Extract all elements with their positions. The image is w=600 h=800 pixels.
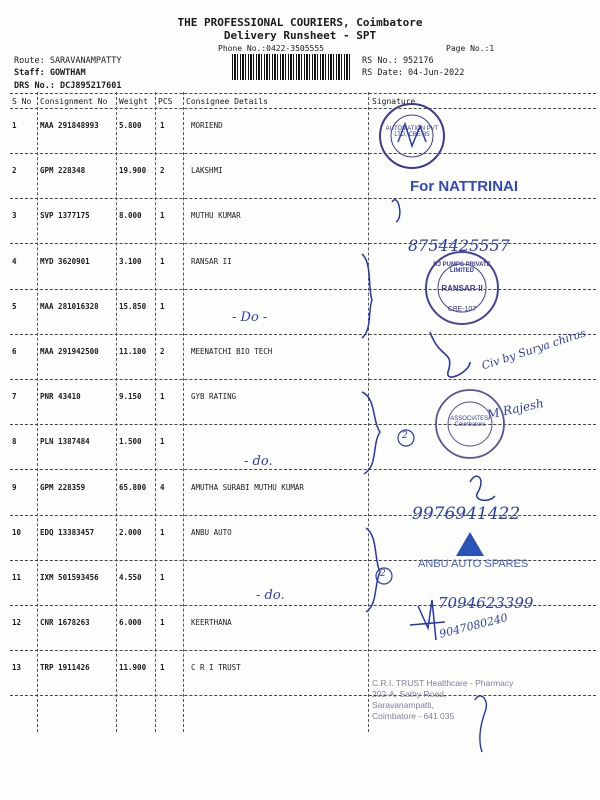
row-consignment: MAA 281016328 — [40, 301, 99, 311]
phone-handwritten: 7094623399 — [438, 594, 534, 612]
rs-date: RS Date: 04-Jun-2022 — [362, 68, 465, 78]
stamp-text: AUTOMATION PVT LTD, CBE-35 — [385, 126, 439, 138]
row-pcs: 1 — [160, 527, 165, 537]
row-consignee: LAKSHMI — [191, 166, 223, 176]
cri-line: Coimbatore - 641 035 — [372, 711, 455, 721]
row-sno: 11 — [12, 573, 22, 582]
row-weight: 19.900 — [119, 166, 147, 176]
row-consignee: C R I TRUST — [191, 663, 241, 673]
row-consignment: PNR 43410 — [40, 392, 81, 402]
anbu-stamp: ANBU AUTO SPARES — [418, 558, 529, 570]
row-sno: 3 — [12, 211, 17, 221]
row-weight: 6.000 — [119, 618, 142, 628]
row-weight: 8.000 — [119, 211, 142, 221]
row-weight: 11.900 — [119, 663, 147, 673]
row-weight: 3.100 — [119, 256, 142, 266]
row-weight: 65.800 — [119, 482, 147, 492]
row-consignee: ANBU AUTO — [191, 527, 232, 537]
row-sno: 6 — [12, 347, 17, 356]
count-mark: 2 — [402, 431, 408, 441]
staff: Staff: GOWTHAM — [14, 68, 86, 78]
row-weight: 2.000 — [119, 527, 142, 537]
cri-trust-stamp — [372, 678, 513, 722]
row-sno: 5 — [12, 301, 17, 311]
row-pcs: 1 — [160, 301, 165, 311]
stamp-text: CBE-107 — [447, 306, 477, 313]
page-number: Page No.:1 — [446, 44, 495, 53]
drs-number: DRS No.: DCJ895217601 — [14, 81, 122, 91]
row-weight: 4.550 — [119, 573, 142, 582]
row-consignee: MORIEND — [191, 121, 223, 130]
col-consignee: Consignee Details — [186, 97, 268, 106]
handwritten-note: Civ by Surya chiras — [480, 326, 588, 373]
row-sno: 9 — [12, 482, 17, 492]
row-pcs: 4 — [160, 482, 165, 492]
stamp-text: RJ PUMPS PRIVATE LIMITED — [433, 262, 491, 274]
phone-handwritten: 8754425557 — [408, 236, 510, 255]
row-sno: 2 — [12, 166, 17, 176]
ditto-mark: - do. — [256, 588, 285, 603]
col-weight: Weight — [119, 97, 148, 106]
row-consignee: RANSAR II — [191, 256, 232, 266]
rs-number: RS No.: 952176 — [362, 56, 434, 66]
row-sno: 4 — [12, 256, 17, 266]
page-subtitle: Delivery Runsheet - SPT — [223, 29, 377, 42]
row-pcs: 1 — [160, 256, 165, 266]
signature-mark — [392, 200, 400, 222]
row-weight: 11.100 — [119, 347, 147, 356]
col-signature: Signature — [372, 97, 416, 106]
row-pcs: 1 — [160, 211, 165, 221]
row-pcs: 1 — [160, 121, 165, 130]
bracket-mark — [362, 392, 380, 474]
row-sno: 10 — [12, 527, 22, 537]
row-pcs: 2 — [160, 166, 165, 176]
row-pcs: 1 — [160, 618, 165, 628]
cri-line: 202-A, Sathy Road, — [372, 689, 447, 699]
anbu-logo-icon — [456, 532, 484, 556]
row-weight: 15.850 — [119, 301, 147, 311]
row-consignment: GPM 228359 — [40, 482, 86, 492]
count-mark: 2 — [380, 569, 386, 579]
cri-line: C.R.I. TRUST Healthcare - Pharmacy — [372, 678, 514, 688]
phone-handwritten: 9047080240 — [438, 611, 510, 641]
row-sno: 7 — [12, 392, 17, 402]
page-title: THE PROFESSIONAL COURIERS, Coimbatore — [177, 16, 423, 29]
row-weight: 5.800 — [119, 121, 142, 130]
row-consignment: CNR 1678263 — [40, 618, 90, 628]
col-sno: S No — [12, 97, 32, 106]
row-consignee: MUTHU KUMAR — [191, 211, 241, 221]
row-consignee: GYB RATING — [191, 392, 237, 402]
phone-handwritten: 9976941422 — [412, 504, 521, 524]
row-consignment: PLN 1387484 — [40, 437, 90, 447]
row-consignee: KEERTHANA — [191, 618, 232, 628]
route: Route: SARAVANAMPATTY — [14, 56, 122, 66]
row-pcs: 1 — [160, 437, 165, 447]
row-pcs: 1 — [160, 663, 165, 673]
signature-mark — [430, 332, 470, 377]
col-consignment: Consignment No — [40, 97, 108, 106]
row-consignment: TRP 1911426 — [40, 663, 90, 673]
row-consignment: SVP 1377175 — [40, 211, 90, 221]
row-consignment: MAA 291848993 — [40, 121, 99, 130]
col-pcs: PCS — [158, 97, 173, 106]
row-consignment: MYD 3620901 — [40, 256, 90, 266]
row-consignment: GPM 228348 — [40, 166, 86, 176]
for-company-stamp: For NATTRINAI — [410, 178, 519, 195]
row-consignment: EDQ 13383457 — [40, 527, 95, 537]
stamp-text: ASSOCIATES, Coimbatore — [450, 416, 490, 428]
row-sno: 1 — [12, 121, 17, 130]
row-sno: 12 — [12, 618, 22, 628]
row-consignment: MAA 291942500 — [40, 347, 99, 356]
handwritten-name: M Rajesh — [486, 396, 545, 422]
row-consignment: IXM 501593456 — [40, 573, 99, 582]
row-weight: 9.150 — [119, 392, 142, 402]
ditto-mark: - Do - — [232, 310, 268, 325]
row-sno: 13 — [12, 663, 22, 673]
row-weight: 1.500 — [119, 437, 142, 447]
row-pcs: 1 — [160, 392, 165, 402]
row-consignee: MEENATCHI BIO TECH — [191, 347, 273, 356]
row-consignee: AMUTHA SURABI MUTHU KUMAR — [191, 482, 304, 492]
row-pcs: 1 — [160, 573, 165, 582]
signature-mark — [470, 476, 495, 500]
row-sno: 8 — [12, 437, 17, 447]
phone-number: Phone No.:0422-3505555 — [218, 44, 324, 53]
cri-line: Saravanampatti, — [372, 700, 434, 710]
bracket-mark — [362, 254, 372, 338]
stamp-text: RANSAR-II — [441, 284, 483, 293]
row-pcs: 2 — [160, 347, 165, 356]
ditto-mark: - do. — [244, 454, 273, 469]
